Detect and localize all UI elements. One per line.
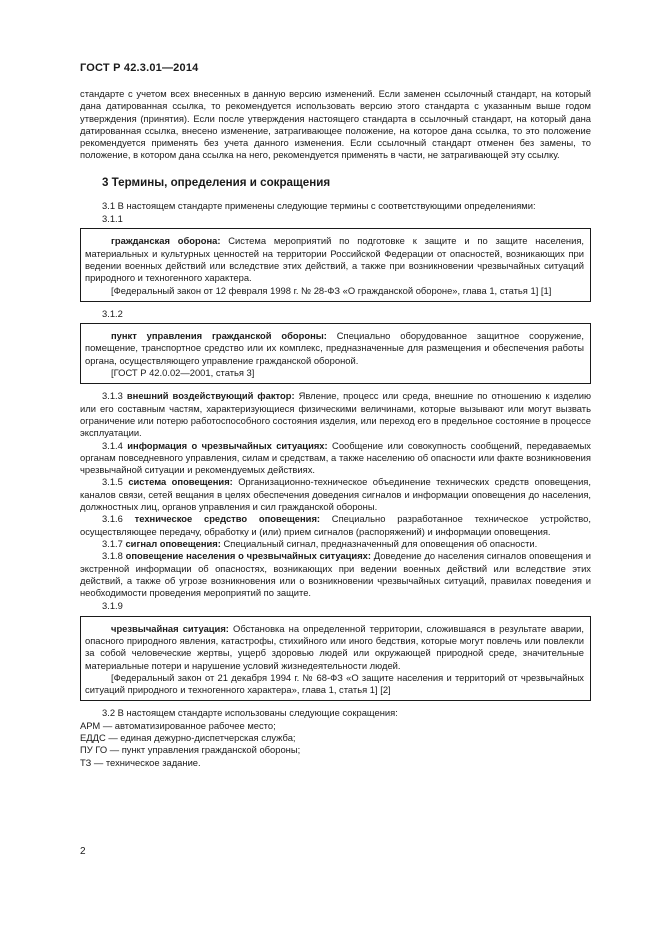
term-3-1-4 <box>80 440 591 477</box>
term-source: [Федеральный закон от 12 февраля 1998 г. № 28-ФЗ «О гражданской обороне», глава 1, статья 1] [1] <box>111 284 552 296</box>
intro-paragraph: стандарте с учетом всех внесенных в данную версию изменений. Если заменен ссылочный стандарт, на который дана датированная ссылка, то рекомендуется использовать версию этого стандарта с указанным выше годом утверждения (принятия). Если после утверждения настоящего стандарта в ссылочный стандарт, на который дана датированная ссылка, внесено изменение, затрагивающее положение, на которое дана ссылка, то это положение рекомендуется применять без учета данного изменения. Если ссылочный стандарт отменен без замены, то положение, в котором дана ссылка на него, рекомендуется применять в части, не затрагивающей эту ссылку. <box>80 88 591 161</box>
term-number: 3.1.5 <box>102 476 123 488</box>
term-name: внешний воздействующий фактор: <box>126 390 295 402</box>
term-number-3-1-2: 3.1.2 <box>102 307 123 319</box>
section-title: 3 Термины, определения и сокращения <box>102 175 331 189</box>
term-number-3-1-1: 3.1.1 <box>102 213 123 225</box>
term-text: Доведение до населения сигналов оповещения и экстренной информации об опасностях, возникающих при ведении военных действий или вследствие этих действий, а также об угрозе возникновения или о возникновении чрезвычайных ситуаций, правилах поведения и необходимости проведения мероприятий по защите. <box>80 550 591 599</box>
term-source: [Федеральный закон от 21 декабря 1994 г. № 68-ФЗ «О защите населения и территорий от чрезвычайных ситуаций природного и техногенного характера», глава 1, статья 1] [2] <box>85 671 584 696</box>
abbreviation-item: АРМ — автоматизированное рабочее место; <box>80 719 276 731</box>
term-3-1-8 <box>80 550 591 599</box>
abbreviation-list <box>80 720 591 769</box>
term-name: пункт управления гражданской обороны: <box>111 330 327 342</box>
term-name: техническое средство оповещения: <box>134 513 321 525</box>
term-text: Сообщение или совокупность сообщений, передаваемых органам повседневного управления, силам и средствам, а также населению об опасности или факте возникновения чрезвычайной ситуации и рекомендуемых действиях. <box>80 439 591 476</box>
term-text: Специально оборудованное защитное сооружение, помещение, транспортное средство или их комплекс, предназначенные для размещения и обеспечения работы органа, осуществляющего управление гражданской обороной. <box>85 330 584 366</box>
term-definition <box>85 330 584 367</box>
term-name: информация о чрезвычайных ситуациях: <box>127 439 328 451</box>
term-source: [ГОСТ Р 42.0.02—2001, статья 3] <box>111 367 255 379</box>
term-3-1-6 <box>80 513 591 538</box>
term-name: гражданская оборона: <box>111 235 221 247</box>
term-3-1-7 <box>80 538 591 550</box>
term-definition <box>85 235 584 284</box>
term-3-1-5 <box>80 476 591 513</box>
document-body <box>80 88 591 769</box>
term-number: 3.1.6 <box>102 513 123 525</box>
term-box-emergency <box>80 616 591 702</box>
term-number: 3.1.7 <box>102 537 123 549</box>
clause-3-2: 3.2 В настоящем стандарте использованы следующие сокращения: <box>102 707 398 719</box>
term-3-1-3 <box>80 390 591 439</box>
term-definition <box>85 623 584 672</box>
term-name: оповещение населения о чрезвычайных ситуациях: <box>125 550 371 562</box>
term-number: 3.1.4 <box>102 439 123 451</box>
term-text: Специальный сигнал, предназначенный для оповещения об опасности. <box>220 537 538 549</box>
term-box-civil-defense <box>80 228 591 301</box>
page-number: 2 <box>80 846 86 857</box>
abbreviation-item: ПУ ГО — пункт управления гражданской обороны; <box>80 744 301 756</box>
abbreviation-item: ТЗ — техническое задание. <box>80 756 201 768</box>
term-name: сигнал оповещения: <box>125 537 221 549</box>
term-text: Явление, процесс или среда, внешние по отношению к изделию или его составным частям, характеризующиеся физическими величинами, которые вызывают или могут вызвать ограничение или потерю работоспособного состояния изделия, или переход его в предельное состояние в процессе эксплуатации. <box>80 390 592 439</box>
term-text: Организационно-техническое объединение технических средств оповещения, каналов связи, сетей вещания в целях обеспечения доведения сигналов и информации оповещения до населения, должностных лиц, органов управления и сил гражданской обороны. <box>80 476 591 513</box>
term-name: система оповещения: <box>128 476 233 488</box>
term-name: чрезвычайная ситуация: <box>111 622 229 634</box>
term-text: Система мероприятий по подготовке к защите и по защите населения, материальных и культурных ценностей на территории Российской Федерации от опасностей, возникающих при ведении военных действий или вследствие этих действий, а также при возникновении чрезвычайных ситуаций природного и техногенного характера. <box>85 235 585 284</box>
document-header: ГОСТ Р 42.3.01—2014 <box>80 62 199 74</box>
term-number-3-1-9: 3.1.9 <box>102 600 123 612</box>
abbreviation-item: ЕДДС — единая дежурно-диспетчерская служба; <box>80 732 296 744</box>
term-number: 3.1.3 <box>102 390 123 402</box>
clause-3-1: 3.1 В настоящем стандарте применены следующие термины с соответствующими определениями: <box>102 199 536 211</box>
term-box-control-point <box>80 323 591 384</box>
term-text: Специально разработанное техническое устройство, осуществляющее передачу, обработку и (или) прием сигналов (распоряжений) и информации оповещения. <box>80 513 591 537</box>
term-number: 3.1.8 <box>102 550 123 562</box>
term-text: Обстановка на определенной территории, сложившаяся в результате аварии, опасного природного явления, катастрофы, стихийного или иного бедствия, которые могут повлечь или повлекли за собой человеческие жертвы, ущерб здоровью людей или окружающей природной среде, значительные материальные потери и нарушение условий жизнедеятельности людей. <box>85 622 584 671</box>
